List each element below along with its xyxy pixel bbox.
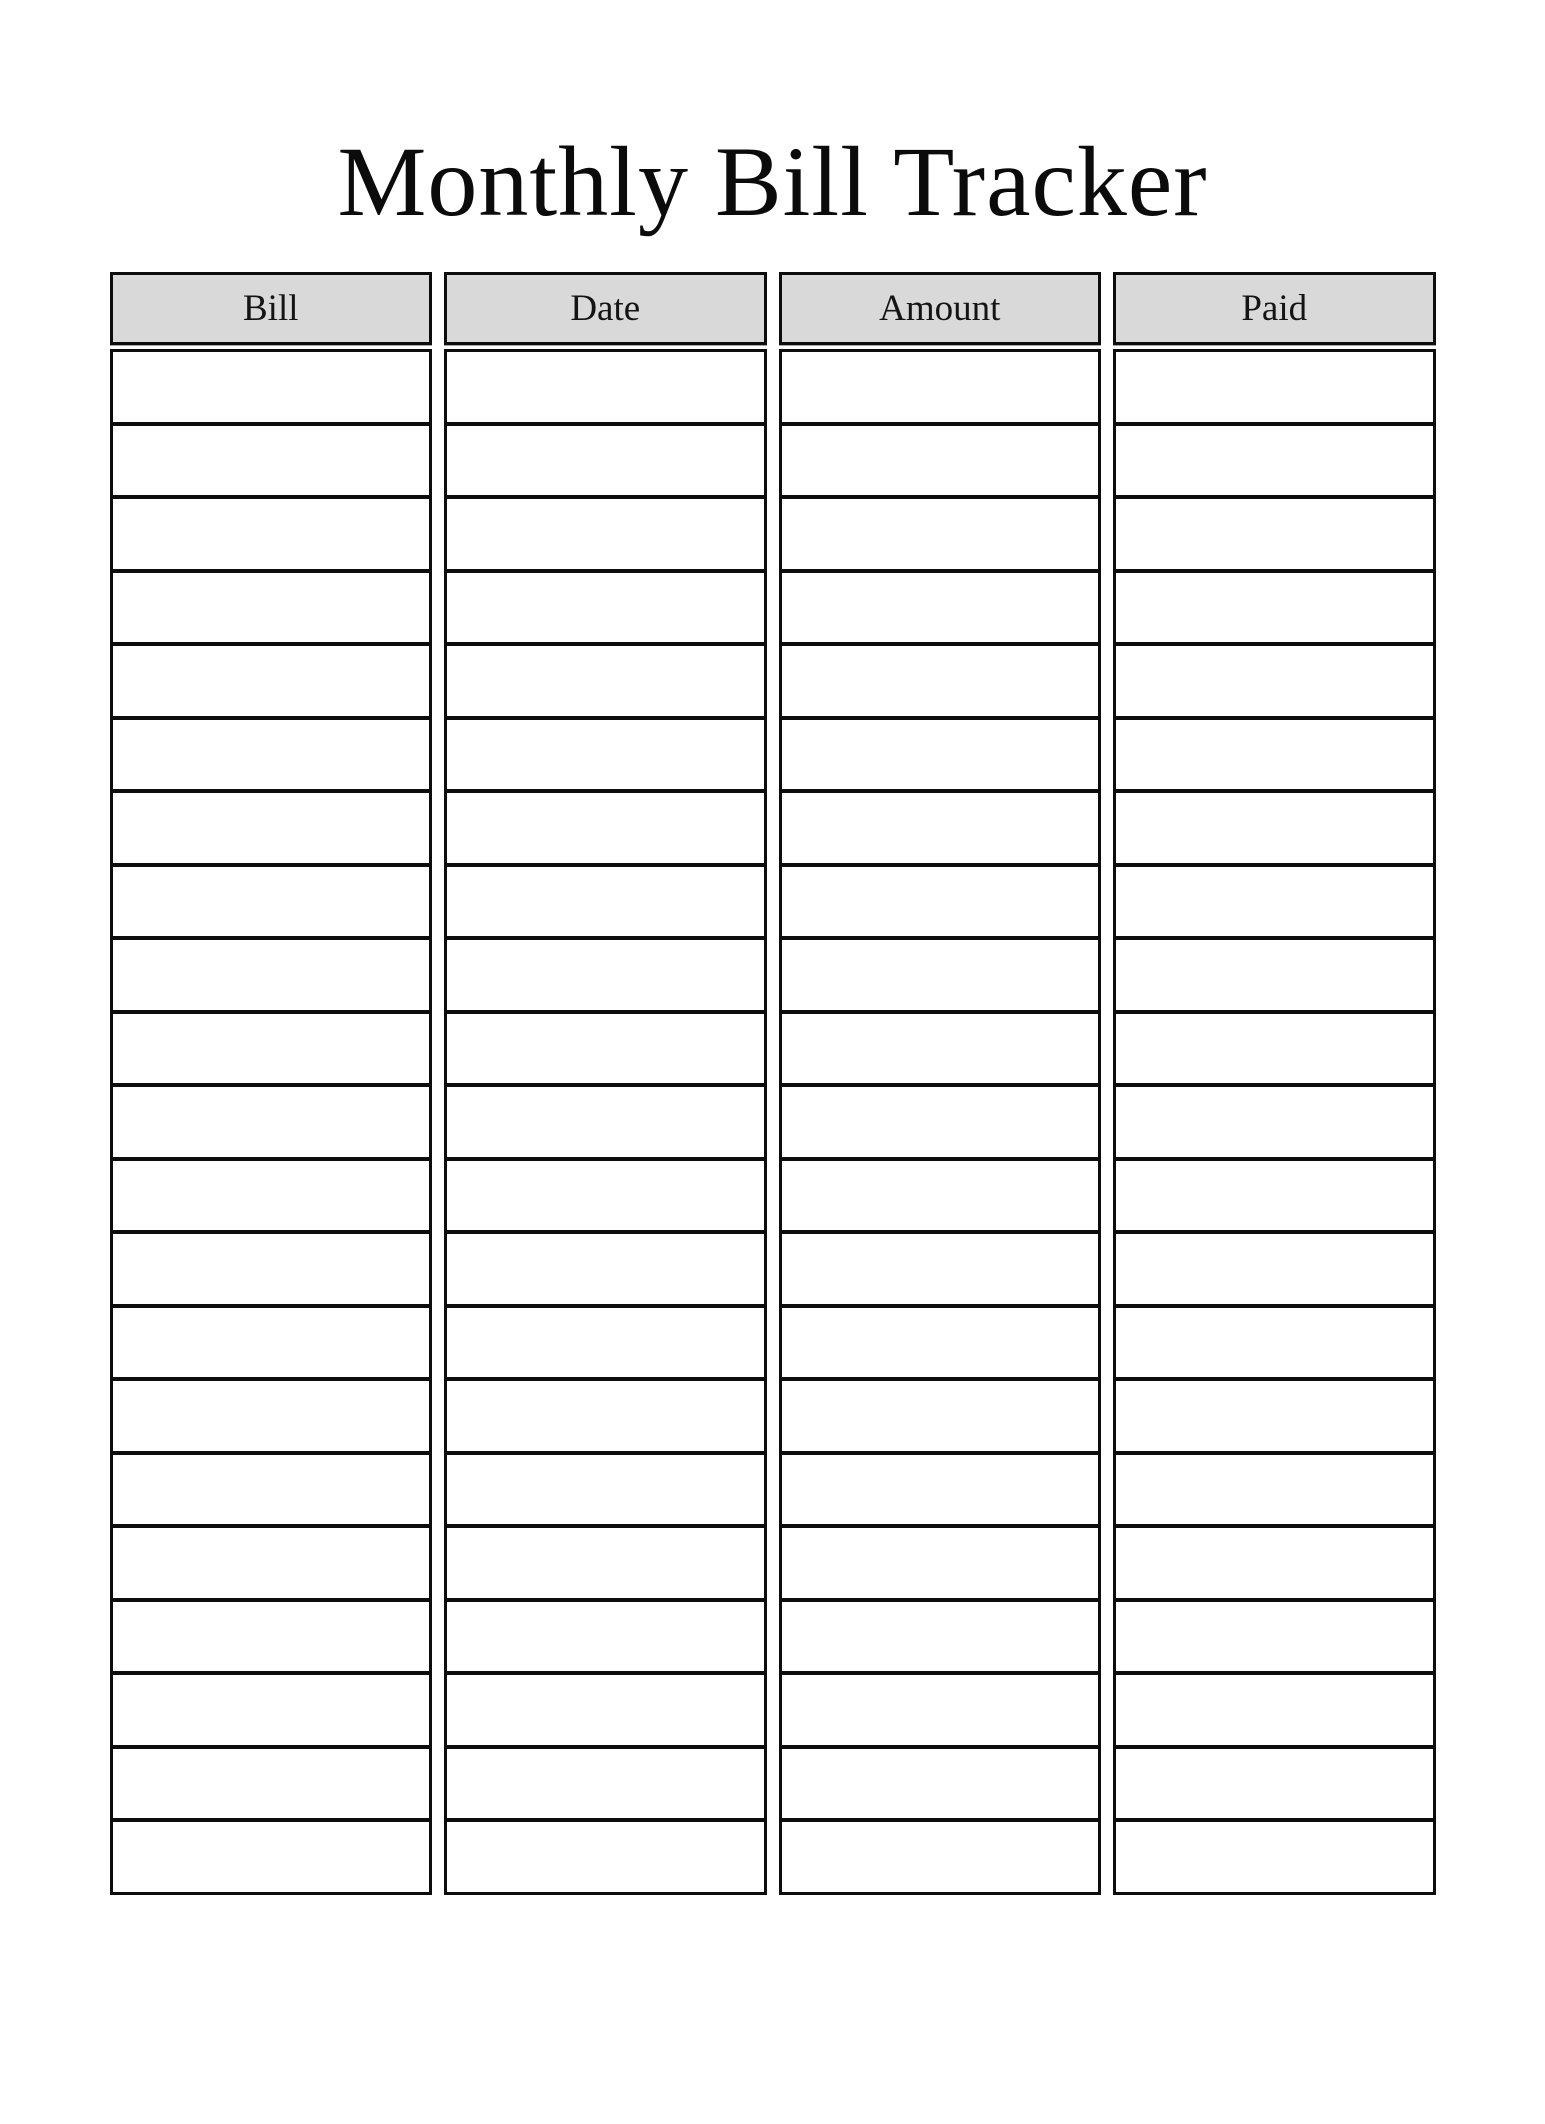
cell-bill-row-21 — [110, 1819, 433, 1895]
cell-paid-row-5 — [1113, 643, 1436, 719]
cell-date-row-17 — [444, 1525, 767, 1601]
cell-bill-row-1 — [110, 349, 433, 425]
cell-paid-row-17 — [1113, 1525, 1436, 1601]
cell-amount-row-13 — [779, 1231, 1102, 1307]
cell-paid-row-12 — [1113, 1158, 1436, 1234]
cell-bill-row-10 — [110, 1011, 433, 1087]
cell-bill-row-5 — [110, 643, 433, 719]
cell-paid-row-1 — [1113, 349, 1436, 425]
cell-date-row-13 — [444, 1231, 767, 1307]
cell-date-row-14 — [444, 1305, 767, 1381]
cell-paid-row-10 — [1113, 1011, 1436, 1087]
cell-amount-row-8 — [779, 864, 1102, 940]
page-title: Monthly Bill Tracker — [337, 126, 1208, 237]
cell-bill-row-11 — [110, 1084, 433, 1160]
cell-paid-row-13 — [1113, 1231, 1436, 1307]
cell-bill-row-17 — [110, 1525, 433, 1601]
cell-paid-row-19 — [1113, 1672, 1436, 1748]
cell-date-row-19 — [444, 1672, 767, 1748]
cell-paid-row-7 — [1113, 790, 1436, 866]
cell-bill-row-9 — [110, 937, 433, 1013]
cell-amount-row-17 — [779, 1525, 1102, 1601]
cell-bill-row-12 — [110, 1158, 433, 1234]
cell-amount-row-5 — [779, 643, 1102, 719]
cell-amount-row-4 — [779, 570, 1102, 646]
cell-date-row-2 — [444, 423, 767, 499]
bill-tracker-sheet — [110, 124, 1436, 1895]
cell-amount-row-11 — [779, 1084, 1102, 1160]
cell-paid-row-9 — [1113, 937, 1436, 1013]
cell-amount-row-10 — [779, 1011, 1102, 1087]
cell-date-row-21 — [444, 1819, 767, 1895]
cell-paid-row-14 — [1113, 1305, 1436, 1381]
cell-amount-row-15 — [779, 1378, 1102, 1454]
column-header-paid: Paid — [1113, 272, 1436, 345]
cell-bill-row-6 — [110, 717, 433, 793]
cell-date-row-8 — [444, 864, 767, 940]
cell-amount-row-3 — [779, 496, 1102, 572]
cell-date-row-16 — [444, 1452, 767, 1528]
cell-bill-row-3 — [110, 496, 433, 572]
cell-bill-row-18 — [110, 1599, 433, 1675]
cell-amount-row-9 — [779, 937, 1102, 1013]
cell-bill-row-2 — [110, 423, 433, 499]
cell-date-row-9 — [444, 937, 767, 1013]
column-header-amount: Amount — [779, 272, 1102, 345]
cell-date-row-20 — [444, 1746, 767, 1822]
cell-amount-row-6 — [779, 717, 1102, 793]
cell-date-row-15 — [444, 1378, 767, 1454]
cell-paid-row-18 — [1113, 1599, 1436, 1675]
column-amount — [779, 272, 1102, 1895]
cell-date-row-7 — [444, 790, 767, 866]
cell-amount-row-2 — [779, 423, 1102, 499]
cell-amount-row-21 — [779, 1819, 1102, 1895]
cell-paid-row-4 — [1113, 570, 1436, 646]
column-header-bill: Bill — [110, 272, 433, 345]
cell-paid-row-15 — [1113, 1378, 1436, 1454]
cell-date-row-18 — [444, 1599, 767, 1675]
cell-date-row-12 — [444, 1158, 767, 1234]
cell-amount-row-14 — [779, 1305, 1102, 1381]
cell-bill-row-16 — [110, 1452, 433, 1528]
cell-paid-row-11 — [1113, 1084, 1436, 1160]
cell-paid-row-2 — [1113, 423, 1436, 499]
cell-bill-row-13 — [110, 1231, 433, 1307]
cell-amount-row-18 — [779, 1599, 1102, 1675]
cell-paid-row-3 — [1113, 496, 1436, 572]
column-paid — [1113, 272, 1436, 1895]
cell-paid-row-16 — [1113, 1452, 1436, 1528]
cell-amount-row-20 — [779, 1746, 1102, 1822]
cell-bill-row-15 — [110, 1378, 433, 1454]
cell-date-row-11 — [444, 1084, 767, 1160]
cell-bill-row-8 — [110, 864, 433, 940]
cell-bill-row-14 — [110, 1305, 433, 1381]
cell-bill-row-4 — [110, 570, 433, 646]
cell-amount-row-19 — [779, 1672, 1102, 1748]
cell-paid-row-21 — [1113, 1819, 1436, 1895]
column-date — [444, 272, 767, 1895]
cell-bill-row-7 — [110, 790, 433, 866]
cell-amount-row-1 — [779, 349, 1102, 425]
cell-bill-row-20 — [110, 1746, 433, 1822]
cell-date-row-5 — [444, 643, 767, 719]
cell-date-row-10 — [444, 1011, 767, 1087]
cell-paid-row-8 — [1113, 864, 1436, 940]
bill-tracker-table — [110, 272, 1436, 1895]
cell-date-row-6 — [444, 717, 767, 793]
column-header-date: Date — [444, 272, 767, 345]
cell-paid-row-20 — [1113, 1746, 1436, 1822]
cell-date-row-3 — [444, 496, 767, 572]
cell-amount-row-16 — [779, 1452, 1102, 1528]
cell-paid-row-6 — [1113, 717, 1436, 793]
cell-amount-row-7 — [779, 790, 1102, 866]
cell-date-row-1 — [444, 349, 767, 425]
cell-amount-row-12 — [779, 1158, 1102, 1234]
column-bill — [110, 272, 433, 1895]
cell-date-row-4 — [444, 570, 767, 646]
cell-bill-row-19 — [110, 1672, 433, 1748]
